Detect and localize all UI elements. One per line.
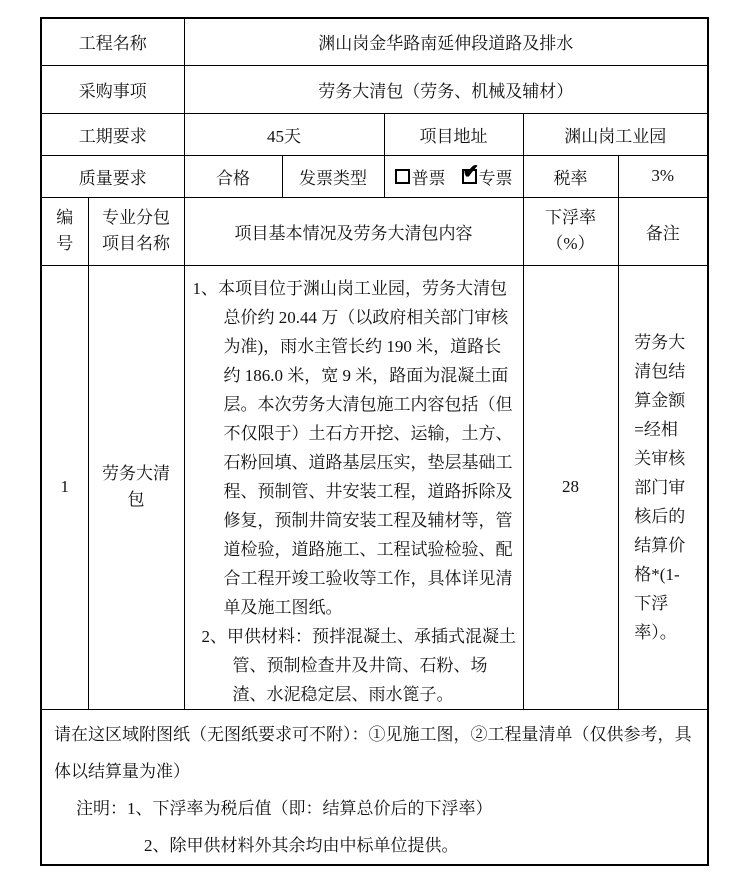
row-data-1 [41,265,708,709]
duration-value: 45天 [184,113,384,155]
footer-note-2: 2、除甲供材料外其余均由中标单位提供。 [144,835,459,855]
invoice-option-special-label: 专票 [478,168,513,188]
content-item-1-marker: 1、 [192,278,218,298]
duration-label: 工期要求 [41,113,184,155]
data-content [184,265,523,709]
row-table-header [41,197,708,265]
header-content: 项目基本情况及劳务大清包内容 [184,197,523,265]
quality-value: 合格 [184,155,282,197]
procurement-item-label: 采购事项 [41,65,184,113]
footer-note-1: 注明：1、下浮率为税后值（即：结算总价后的下浮率） [76,798,493,818]
checkbox-checked-icon[interactable] [462,160,480,184]
address-value: 渊山岗工业园 [523,113,708,155]
header-discount-line1: 下浮率 [545,208,596,227]
footer-cell [41,709,708,865]
header-no: 编号 [41,197,88,265]
row-quality-invoice-tax [41,155,708,197]
row-procurement-item [41,65,708,113]
checkbox-unchecked-icon[interactable] [395,169,410,184]
header-subcontract: 专业分包项目名称 [88,197,184,265]
content-item-1 [193,274,517,622]
project-name-value: 渊山岗金华路南延伸段道路及排水 [184,18,708,65]
invoice-option-general [395,164,446,189]
invoice-type-label: 发票类型 [282,155,384,197]
quality-label: 质量要求 [41,155,184,197]
data-subcontract: 劳务大清包 [88,265,184,709]
tax-rate-label: 税率 [523,155,618,197]
data-remark: 劳务大清包结算金额=经相关审核部门审核后的结算价格*(1-下浮率）。 [618,265,708,709]
tax-rate-value: 3% [618,155,708,197]
invoice-type-options [384,155,523,197]
procurement-form-table [40,17,709,866]
header-remark: 备注 [618,197,708,265]
content-item-2-marker: 2、 [201,626,227,646]
content-item-1-text: 本项目位于渊山岗工业园，劳务大清包总价约 20.44 万（以政府相关部门审核为准)，雨水主管长约 190 米，道路长约 186.0 米，宽 9 米，路面为混凝土面层。本次劳务大清包施工内容包括（但不仅限于）土石方开挖、运输，土方、石粉回填、道路基层压实，垫层基础工程、预制管、井安装工程，道路拆除及修复，预制井筒安装工程及辅材等，管道检验，道路施工、工程试验检验、配合工程开竣工验收等工作，具体详见清单及施工图纸。 [218,278,513,617]
data-discount: 28 [523,265,618,709]
content-item-2 [193,622,517,709]
invoice-option-special [462,160,513,189]
address-label: 项目地址 [384,113,523,155]
project-name-label: 工程名称 [41,18,184,65]
invoice-option-general-label: 普票 [411,168,446,188]
check-mark-icon: ✔ [462,160,480,183]
row-footer [41,709,708,865]
data-no: 1 [41,265,88,709]
procurement-item-value: 劳务大清包（劳务、机械及辅材） [184,65,708,113]
footer-attachment-note: 请在这区域附图纸（无图纸要求可不附）：①见施工图，②工程量清单（仅供参考，具体以结算量为准） [54,724,692,781]
row-project-name [41,18,708,65]
content-item-2-text: 甲供材料：预拌混凝土、承插式混凝土管、预制检查井及井筒、石粉、场渣、水泥稳定层、雨水篦子。 [227,626,516,704]
row-duration-address [41,113,708,155]
header-discount [523,197,618,265]
header-discount-line2: （%） [546,234,595,253]
